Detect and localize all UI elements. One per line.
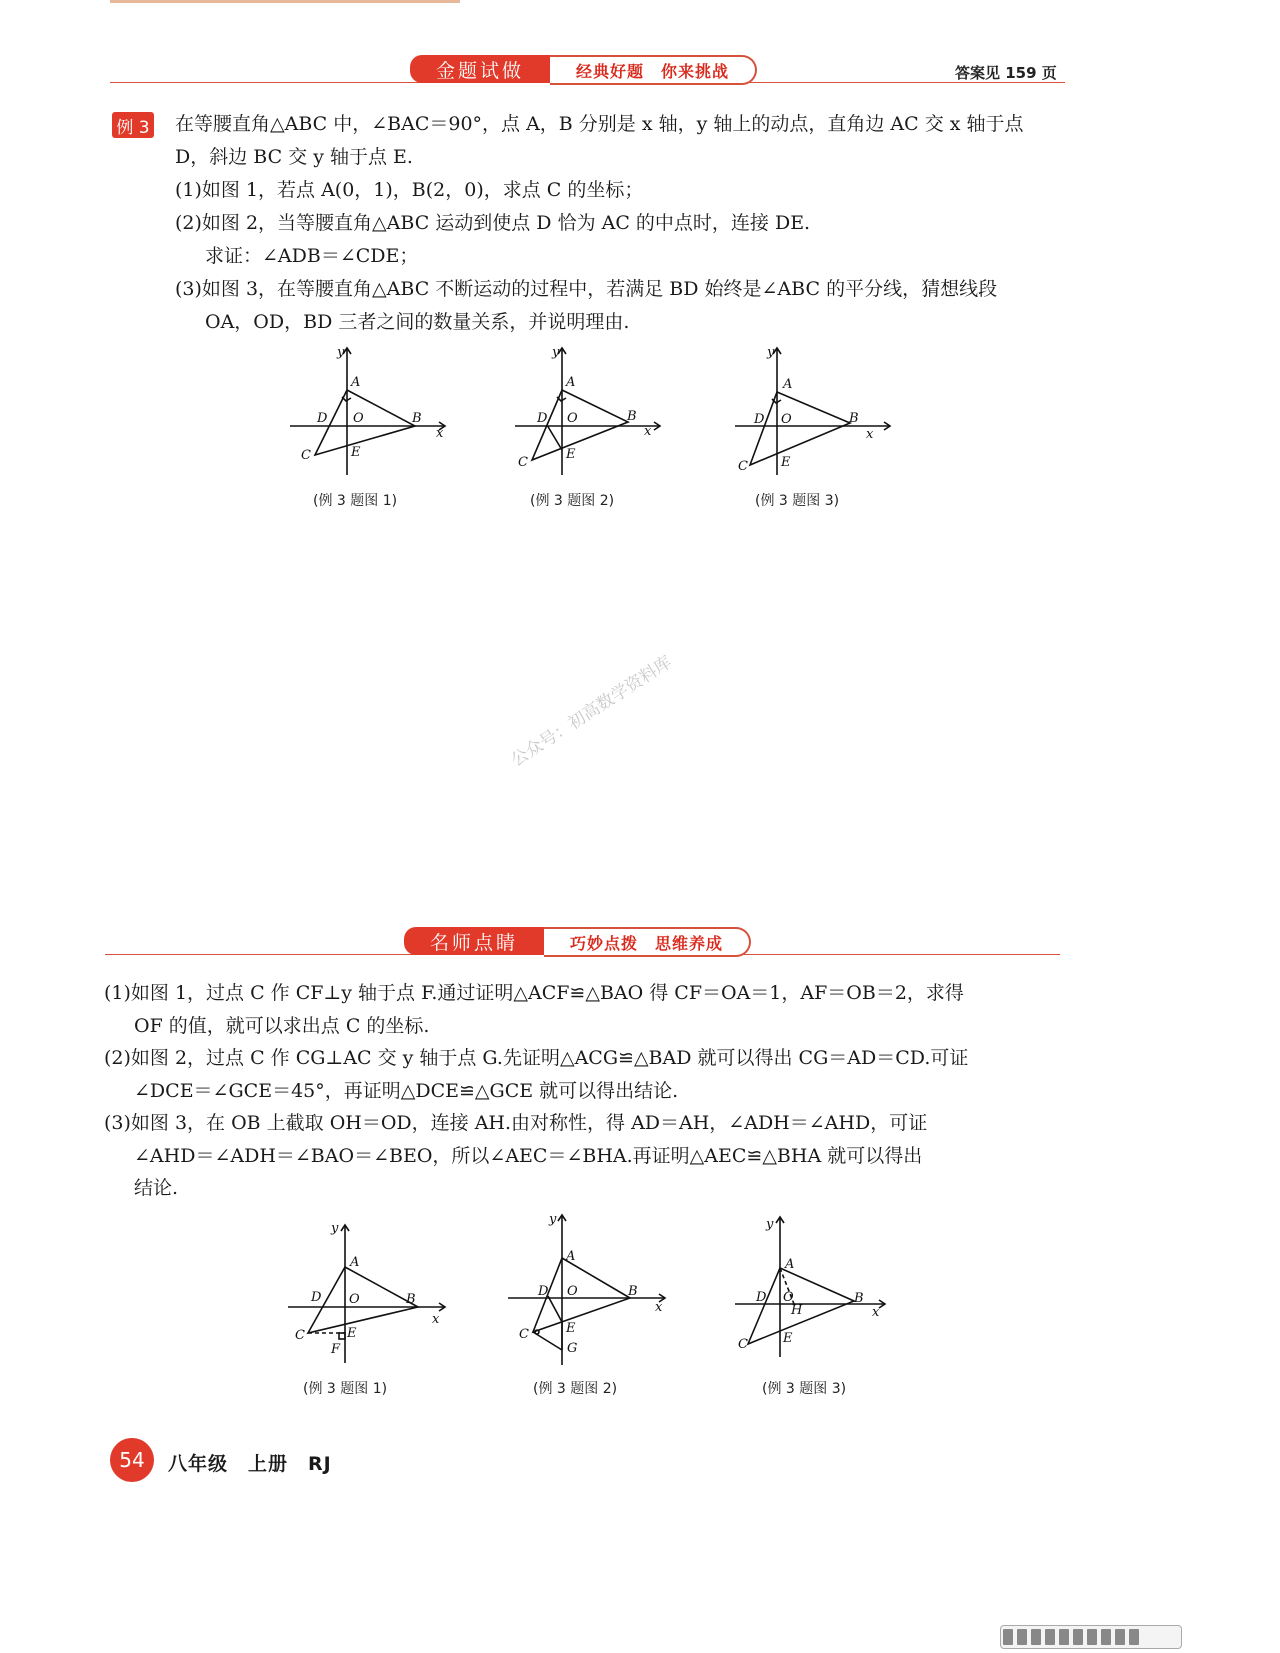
answer-reference: 答案见 159 页 <box>955 64 1057 82</box>
figure-3-top <box>730 340 900 480</box>
top-decoration-strip <box>110 0 460 3</box>
hint-line: ∠DCE＝∠GCE＝45°，再证明△DCE≌△GCE 就可以得出结论. <box>134 1080 679 1102</box>
axis-label-y: y <box>337 345 345 360</box>
section-title: 名师点睛 <box>404 927 544 955</box>
point-label-o: O <box>781 412 792 427</box>
banner-subtitle: 经典好题 你来挑战 <box>550 55 757 85</box>
point-label-b: B <box>854 1291 864 1306</box>
point-label-o: O <box>349 1292 360 1307</box>
point-label-d: D <box>537 411 548 426</box>
point-label-f: F <box>331 1342 341 1357</box>
figure-3-bottom <box>730 1212 900 1362</box>
page-number: 54 <box>110 1438 154 1482</box>
axis-label-x: x <box>432 1312 440 1327</box>
axis-label-x: x <box>655 1300 663 1315</box>
problem-line: 求证：∠ADB＝∠CDE； <box>205 245 419 267</box>
banner-title: 金题试做 <box>410 55 550 83</box>
figure-1-top <box>285 340 455 480</box>
point-label-o: O <box>353 411 364 426</box>
hint-line: (3)如图 3，在 OB 上截取 OH＝OD，连接 AH.由对称性，得 AD＝AH，∠ADH＝∠AHD，可证 <box>104 1112 928 1134</box>
axis-label-x: x <box>872 1305 880 1320</box>
point-label-e: E <box>566 1321 576 1336</box>
figure-caption: (例 3 题图 1) <box>303 1381 388 1397</box>
point-label-c: C <box>738 1337 748 1352</box>
hint-line: ∠AHD＝∠ADH＝∠BAO＝∠BEO，所以∠AEC＝∠BHA.再证明△AEC≌△BHA 就可以得出 <box>134 1145 923 1167</box>
example-badge: 例 3 <box>112 112 154 138</box>
axis-label-x: x <box>436 426 444 441</box>
point-label-c: C <box>518 455 528 470</box>
axis-label-y: y <box>766 1217 774 1232</box>
point-label-a: A <box>351 375 361 390</box>
hint-line: OF 的值，就可以求出点 C 的坐标. <box>134 1015 430 1037</box>
problem-line: (1)如图 1，若点 A(0，1)，B(2，0)，求点 C 的坐标； <box>175 179 644 201</box>
point-label-h: H <box>791 1303 803 1318</box>
point-label-e: E <box>783 1331 793 1346</box>
figure-caption: (例 3 题图 2) <box>530 493 615 509</box>
point-label-c: C <box>301 448 311 463</box>
point-label-d: D <box>311 1290 322 1305</box>
point-label-g: G <box>567 1341 578 1356</box>
axis-label-y: y <box>549 1212 557 1227</box>
point-label-b: B <box>627 409 637 424</box>
point-label-a: A <box>566 1249 576 1264</box>
point-label-a: A <box>350 1255 360 1270</box>
point-label-o: O <box>567 411 578 426</box>
point-label-d: D <box>317 411 328 426</box>
point-label-d: D <box>538 1284 549 1299</box>
point-label-a: A <box>783 377 793 392</box>
point-label-a: A <box>566 375 576 390</box>
axis-label-x: x <box>644 424 652 439</box>
figure-2-bottom <box>505 1210 680 1370</box>
hint-line: (2)如图 2，过点 C 作 CG⊥AC 交 y 轴于点 G.先证明△ACG≌△BAD 就可以得出 CG＝AD＝CD.可证 <box>104 1047 969 1069</box>
hint-line: 结论. <box>134 1177 179 1199</box>
figure-2-top <box>510 340 680 480</box>
figure-caption: (例 3 题图 3) <box>755 493 840 509</box>
point-label-b: B <box>628 1284 638 1299</box>
problem-line: 在等腰直角△ABC 中，∠BAC＝90°，点 A，B 分别是 x 轴，y 轴上的动点，直角边 AC 交 x 轴于点 <box>175 113 1024 135</box>
axis-label-y: y <box>552 345 560 360</box>
section-subtitle: 巧妙点拨 思维养成 <box>544 927 751 957</box>
footer-text: 八年级 上册 RJ <box>168 1453 332 1475</box>
point-label-e: E <box>781 455 791 470</box>
viewer-toolbar[interactable] <box>1000 1625 1182 1649</box>
figure-caption: (例 3 题图 1) <box>313 493 398 509</box>
point-label-d: D <box>756 1290 767 1305</box>
point-label-o: O <box>567 1284 578 1299</box>
point-label-c: C <box>519 1327 529 1342</box>
point-label-e: E <box>347 1326 357 1341</box>
problem-line: OA，OD，BD 三者之间的数量关系，并说明理由. <box>205 311 630 333</box>
point-label-o: O <box>783 1290 794 1305</box>
problem-line: (2)如图 2，当等腰直角△ABC 运动到使点 D 恰为 AC 的中点时，连接 DE. <box>175 212 811 234</box>
figure-1-bottom <box>283 1215 458 1365</box>
point-label-e: E <box>351 445 361 460</box>
axis-label-x: x <box>866 427 874 442</box>
point-label-b: B <box>849 411 859 426</box>
watermark-text: 公众号：初高数学资料库 <box>507 652 676 771</box>
axis-label-y: y <box>331 1221 339 1236</box>
point-label-a: A <box>785 1257 795 1272</box>
point-label-b: B <box>406 1292 416 1307</box>
figure-caption: (例 3 题图 3) <box>762 1381 847 1397</box>
point-label-c: C <box>738 459 748 474</box>
point-label-d: D <box>754 412 765 427</box>
axis-label-y: y <box>767 345 775 360</box>
hint-line: (1)如图 1，过点 C 作 CF⊥y 轴于点 F.通过证明△ACF≌△BAO 得 CF＝OA＝1，AF＝OB＝2，求得 <box>104 982 964 1004</box>
point-label-c: C <box>295 1328 305 1343</box>
point-label-e: E <box>566 447 576 462</box>
problem-line: D，斜边 BC 交 y 轴于点 E. <box>175 146 413 168</box>
figure-caption: (例 3 题图 2) <box>533 1381 618 1397</box>
problem-line: (3)如图 3，在等腰直角△ABC 不断运动的过程中，若满足 BD 始终是∠ABC 的平分线，猜想线段 <box>175 278 998 300</box>
point-label-b: B <box>412 411 422 426</box>
